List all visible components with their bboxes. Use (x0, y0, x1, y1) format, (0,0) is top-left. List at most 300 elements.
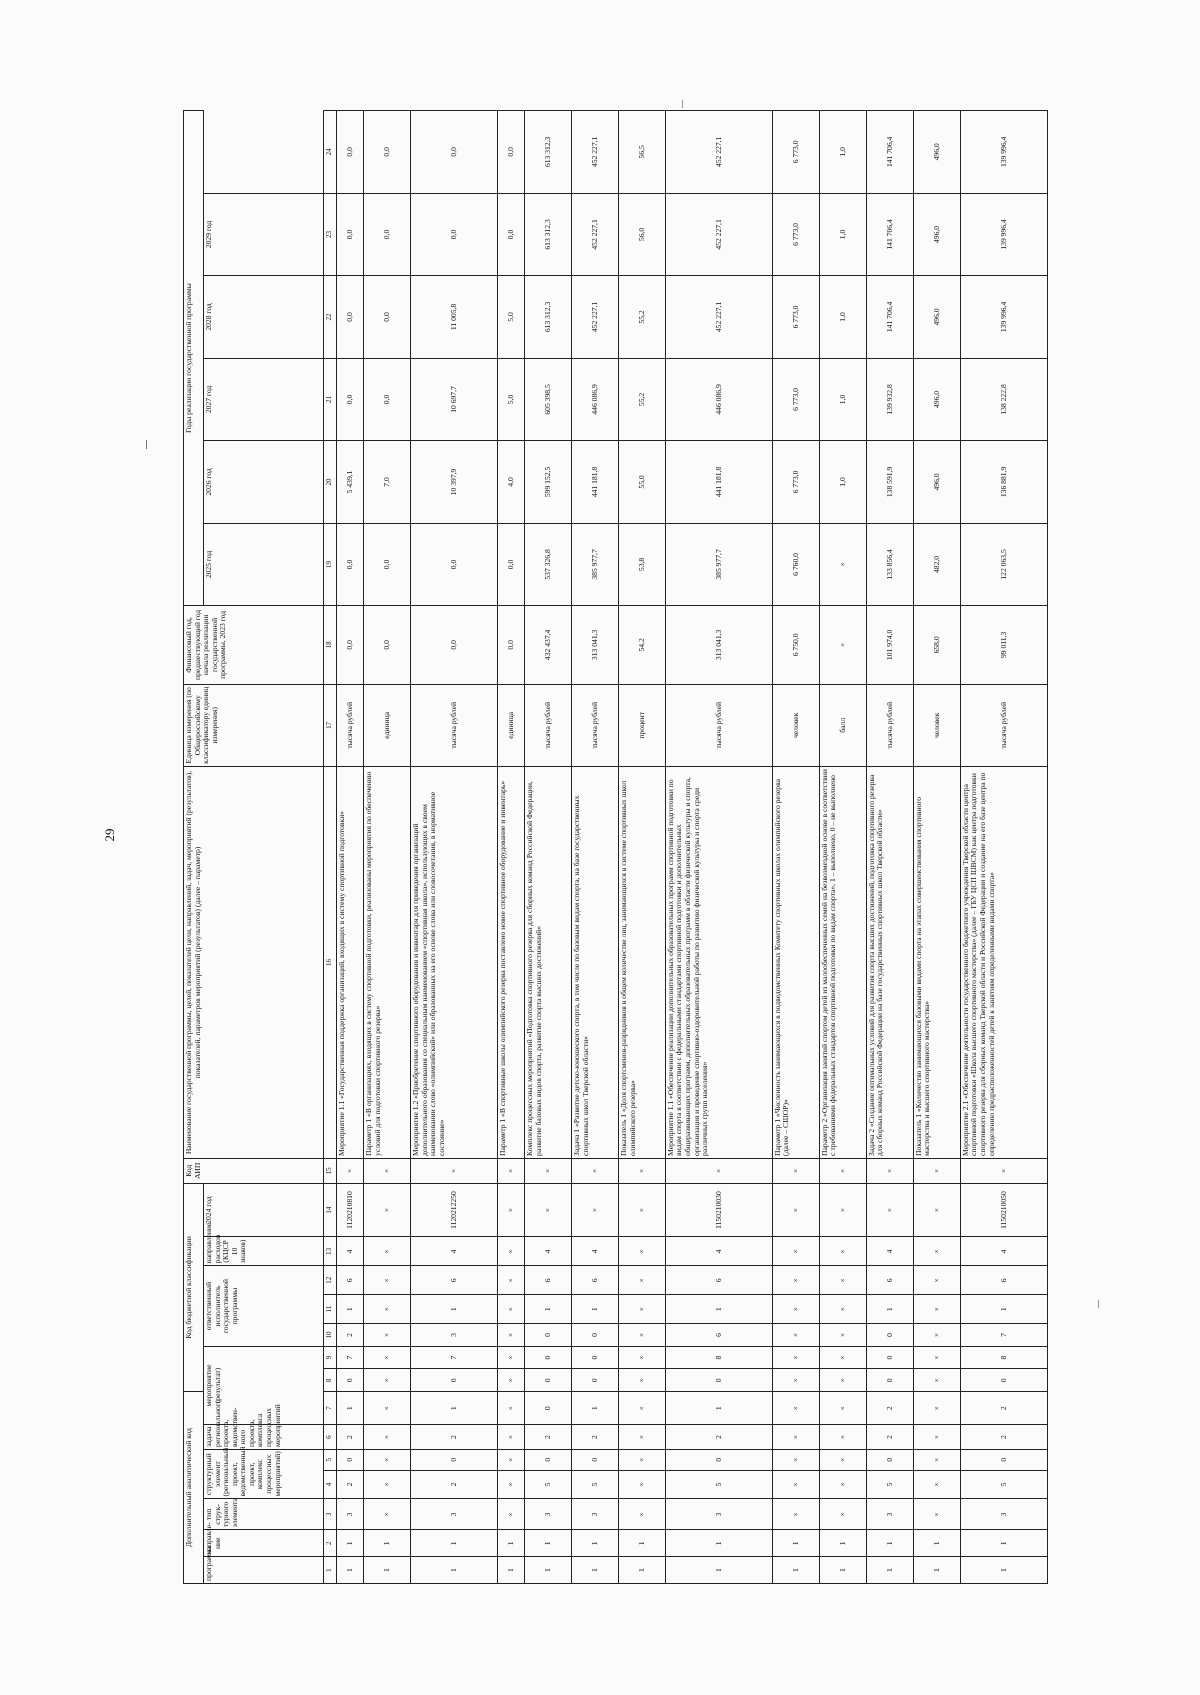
table-cell: 4 (665, 1237, 772, 1266)
row-description: Мероприятие 1.1 «Государственная поддержка организаций, входящих в систему спортивной подготовки» (337, 767, 364, 1159)
table-cell: × (913, 1425, 960, 1450)
table-cell: 5 (960, 1470, 1047, 1499)
header-programma: программа (204, 1557, 324, 1584)
table-cell: × (571, 1183, 618, 1237)
table-cell: 452 227,1 (571, 193, 618, 276)
table-cell: 2 (410, 1470, 497, 1499)
table-cell: 5 439,1 (337, 441, 364, 524)
table-cell: 605 398,5 (524, 358, 571, 441)
table-cell: × (363, 1183, 410, 1237)
program-table (183, 110, 1048, 1584)
table-cell: × (363, 1266, 410, 1295)
column-number: 2 (324, 1530, 337, 1557)
table-cell: × (497, 1346, 524, 1369)
table-cell: × (497, 1369, 524, 1392)
table-cell: 3 (337, 1499, 364, 1530)
table-cell: × (772, 1266, 819, 1295)
column-number: 24 (324, 111, 337, 194)
table-cell: 139 996,4 (960, 276, 1047, 359)
table-cell: 4 (410, 1237, 497, 1266)
table-cell: 1 (524, 1295, 571, 1324)
table-cell: 6 (410, 1266, 497, 1295)
table-cell: 54,2 (618, 606, 665, 684)
table-cell: 432 437,4 (524, 606, 571, 684)
table-cell: 1 (571, 1392, 618, 1425)
table-cell: 138 222,8 (960, 358, 1047, 441)
table-cell: 11 005,8 (410, 276, 497, 359)
table-cell: 313 041,3 (665, 606, 772, 684)
header-naimenovanie: Наименование государственной программы, целей, показателей цели, направлений, задач, мероприятий (результатов), показателей, параметров мероприятий (результатов) (далее – параметр) (184, 767, 324, 1159)
table-cell: 452 227,1 (665, 276, 772, 359)
table-cell: 7 (960, 1324, 1047, 1347)
table-cell: 6 (866, 1266, 913, 1295)
table-cell: 0,0 (497, 606, 524, 684)
table-cell: 139 996,4 (960, 111, 1047, 194)
table-cell: × (410, 1158, 497, 1183)
table-cell: × (819, 1237, 866, 1266)
table-cell: × (819, 1392, 866, 1425)
table-cell: × (363, 1499, 410, 1530)
table-cell: 7,0 (363, 441, 410, 524)
table-cell: 56,0 (618, 193, 665, 276)
table-cell: × (618, 1346, 665, 1369)
table-cell: тысяча рублей (960, 684, 1047, 767)
table-cell: 1 (337, 1530, 364, 1557)
table-cell: 6 760,0 (772, 523, 819, 606)
table-cell: 6 773,0 (772, 441, 819, 524)
table-cell: 385 977,7 (571, 523, 618, 606)
table-cell: × (913, 1295, 960, 1324)
row-description: Параметр 1 «Численность занимающихся в подведомственных Комитету спортивных школах олимпийского резерва (далее – СШОР)» (772, 767, 819, 1159)
table-cell: 3 (866, 1499, 913, 1530)
table-cell: тысяча рублей (665, 684, 772, 767)
table-cell: 6 750,0 (772, 606, 819, 684)
table-cell: 452 227,1 (571, 276, 618, 359)
table-cell: × (363, 1346, 410, 1369)
table-cell: 496,0 (913, 193, 960, 276)
row-description: Мероприятие 1.2 «Приобретение спортивного оборудования и инвентаря для приведения организаций дополнительного образования со специальным наименованием «спортивная школа», использующих в своем наименовании слово «олимпийский» или образованных на его основе слова или словосочетания, в нормативное состояние» (410, 767, 497, 1159)
table-cell: 0 (337, 1449, 364, 1470)
table-cell: × (819, 1266, 866, 1295)
table-cell: × (618, 1392, 665, 1425)
table-cell: 2 (410, 1425, 497, 1450)
row-description: Задача 1 «Развитие детско-юношеского спорта, в том числе по базовым видам спорта, на базе государственных спортивных школ Тверской области» (571, 767, 618, 1159)
column-number: 13 (324, 1237, 337, 1266)
table-cell: 1 (665, 1392, 772, 1425)
column-number: 22 (324, 276, 337, 359)
header-struct-element: структурный элемент (региональный проект, ведомственный проект, комплекс процессных мероприятий) (204, 1449, 324, 1499)
table-cell: 0 (866, 1324, 913, 1347)
table-cell: × (913, 1499, 960, 1530)
table-cell: 1 (524, 1530, 571, 1557)
table-cell: 0,0 (363, 276, 410, 359)
table-cell: 3 (665, 1499, 772, 1530)
column-number: 18 (324, 606, 337, 684)
table-cell: × (618, 1425, 665, 1450)
table-cell: × (819, 1183, 866, 1237)
table-cell: × (772, 1295, 819, 1324)
table-cell: 1150210050 (960, 1183, 1047, 1237)
table-cell: 0 (337, 1369, 364, 1392)
table-cell: 1 (866, 1557, 913, 1584)
table-cell: 101 974,0 (866, 606, 913, 684)
table-cell: 441 181,8 (665, 441, 772, 524)
table-cell: 441 181,8 (571, 441, 618, 524)
table-row (772, 111, 819, 1584)
table-cell: 0,0 (497, 193, 524, 276)
table-cell: 10 697,7 (410, 358, 497, 441)
table-cell: × (363, 1470, 410, 1499)
column-number: 17 (324, 684, 337, 767)
table-cell: × (497, 1499, 524, 1530)
table-cell: 1 (497, 1557, 524, 1584)
table-cell: 1 (866, 1530, 913, 1557)
scan-mark (146, 440, 147, 449)
row-description: Комплекс процессных мероприятий «Подготовка спортивного резерва для сборных команд Российской Федерации, развитие базовых видов спорта, развитие спорта высших достижений» (524, 767, 571, 1159)
table-cell: единица (363, 684, 410, 767)
header-dop-kod: Дополнительный аналитический код (184, 1392, 204, 1584)
table-cell: 0 (410, 1449, 497, 1470)
table-cell: × (665, 1158, 772, 1183)
table-cell: 2 (337, 1324, 364, 1347)
table-cell: 3 (524, 1499, 571, 1530)
table-cell: 0,0 (410, 606, 497, 684)
table-cell: 122 063,5 (960, 523, 1047, 606)
table-cell: 1 (819, 1557, 866, 1584)
table-cell: × (618, 1324, 665, 1347)
table-cell: 0,0 (337, 358, 364, 441)
table-cell: тысяча рублей (524, 684, 571, 767)
table-cell: × (913, 1158, 960, 1183)
table-cell: 1 (960, 1530, 1047, 1557)
table-cell: 3 (410, 1324, 497, 1347)
table-cell: 452 227,1 (571, 111, 618, 194)
table-cell: 0,0 (337, 193, 364, 276)
table-cell: 1 (337, 1295, 364, 1324)
table-cell: 0 (524, 1449, 571, 1470)
scan-mark (1098, 1300, 1099, 1308)
table-cell: 446 086,9 (571, 358, 618, 441)
table-cell: 6 773,0 (772, 276, 819, 359)
table-cell: × (497, 1183, 524, 1237)
table-cell: 1,0 (819, 276, 866, 359)
table-cell: 2 (337, 1425, 364, 1450)
table-cell: 0 (866, 1449, 913, 1470)
row-description: Показатель 1 «Доля спортсменов-разрядников в общем количестве лиц, занимающихся в системе спортивных школ олимпийского резерва» (618, 767, 665, 1159)
table-cell: × (497, 1237, 524, 1266)
table-cell: 0 (665, 1449, 772, 1470)
table-cell: × (819, 1449, 866, 1470)
table-cell: 599 152,5 (524, 441, 571, 524)
table-cell: 1 (665, 1530, 772, 1557)
column-number: 12 (324, 1266, 337, 1295)
table-cell: 452 227,1 (665, 193, 772, 276)
column-number: 11 (324, 1295, 337, 1324)
table-cell: 6 (524, 1266, 571, 1295)
table-cell: 4 (571, 1237, 618, 1266)
column-number: 6 (324, 1425, 337, 1450)
table-cell: 446 086,9 (665, 358, 772, 441)
table-row (524, 111, 571, 1584)
column-number: 8 (324, 1369, 337, 1392)
table-cell: 141 706,4 (866, 193, 913, 276)
table-cell: 613 312,3 (524, 111, 571, 194)
table-cell: 7 (410, 1346, 497, 1369)
table-cell: × (571, 1158, 618, 1183)
table-cell: × (819, 1425, 866, 1450)
table-cell: 55,0 (618, 441, 665, 524)
table-cell: 6 (665, 1324, 772, 1347)
table-cell: 1 (665, 1295, 772, 1324)
table-cell: 141 706,4 (866, 111, 913, 194)
table-cell: 0,0 (337, 111, 364, 194)
table-cell: × (913, 1392, 960, 1425)
table-cell: × (913, 1266, 960, 1295)
table-cell: 0,0 (363, 523, 410, 606)
table-cell: тысяча рублей (571, 684, 618, 767)
table-cell: тысяча рублей (410, 684, 497, 767)
program-table-rotated (183, 110, 1048, 1584)
table-cell: 3 (960, 1499, 1047, 1530)
table-cell: × (866, 1183, 913, 1237)
page-number: 29 (102, 828, 117, 842)
table-cell: 1 (571, 1530, 618, 1557)
table-cell: × (618, 1158, 665, 1183)
table-cell: 385 977,7 (665, 523, 772, 606)
header-gody: Годы реализации государственной программы (184, 111, 204, 606)
table-cell: 5 (524, 1470, 571, 1499)
table-cell: × (913, 1470, 960, 1499)
header-year-2024: 2024 год (204, 1183, 324, 1237)
table-cell: × (913, 1324, 960, 1347)
table-cell: × (819, 606, 866, 684)
table-cell: × (618, 1295, 665, 1324)
table-cell: × (772, 1324, 819, 1347)
table-cell: 1,0 (819, 358, 866, 441)
table-cell: 0,0 (337, 523, 364, 606)
table-row (363, 111, 410, 1584)
table-cell: человек (772, 684, 819, 767)
table-cell: 3 (571, 1499, 618, 1530)
table-cell: 2 (960, 1392, 1047, 1425)
table-cell: 0 (524, 1324, 571, 1347)
table-cell: 0 (571, 1369, 618, 1392)
table-cell: × (618, 1499, 665, 1530)
table-row (497, 111, 524, 1584)
column-number: 21 (324, 358, 337, 441)
table-cell: 0,0 (363, 111, 410, 194)
table-cell: 6 (337, 1266, 364, 1295)
table-cell: 2 (866, 1392, 913, 1425)
table-cell: × (913, 1369, 960, 1392)
table-cell: 1 (410, 1392, 497, 1425)
table-cell: × (772, 1449, 819, 1470)
table-cell: 6 (960, 1266, 1047, 1295)
table-cell: 0 (866, 1346, 913, 1369)
column-number: 16 (324, 767, 337, 1159)
table-cell: × (618, 1470, 665, 1499)
table-cell: 0 (524, 1346, 571, 1369)
table-row (960, 111, 1047, 1584)
table-cell: × (524, 1183, 571, 1237)
table-cell: 0 (866, 1369, 913, 1392)
table-cell: 496,0 (913, 276, 960, 359)
table-cell: 0 (960, 1449, 1047, 1470)
table-cell: 1 (363, 1557, 410, 1584)
table-row (337, 111, 364, 1584)
table-cell: × (772, 1158, 819, 1183)
table-cell: 0,0 (337, 606, 364, 684)
row-description: Задача 2 «Создание оптимальных условий для развития спорта высших достижений, подготовка спортивного резерва для сборных команд Российской Федерации на базе государственных спортивных школ Тверской области» (866, 767, 913, 1159)
table-cell: 6 773,0 (772, 358, 819, 441)
header-year-2025: 2025 год (204, 523, 324, 606)
table-cell: 0 (410, 1369, 497, 1392)
table-cell: 2 (571, 1425, 618, 1450)
table-cell: 5,0 (497, 358, 524, 441)
table-cell: × (363, 1392, 410, 1425)
table-cell: 5,0 (497, 276, 524, 359)
table-cell: × (618, 1369, 665, 1392)
table-cell: × (819, 1324, 866, 1347)
table-cell: 313 041,3 (571, 606, 618, 684)
table-cell: 0 (524, 1392, 571, 1425)
table-cell: 6 773,0 (772, 111, 819, 194)
table-cell: 1,0 (819, 111, 866, 194)
column-number: 23 (324, 193, 337, 276)
table-cell: × (866, 1158, 913, 1183)
table-cell: × (772, 1369, 819, 1392)
table-cell: × (819, 1158, 866, 1183)
table-cell: 1 (772, 1530, 819, 1557)
table-cell: 133 856,4 (866, 523, 913, 606)
row-description: Показатель 1 «Количество занимающихся базовыми видами спорта на этапах совершенствования спортивного мастерства и высшего спортивного мастерства» (913, 767, 960, 1159)
column-number: 15 (324, 1158, 337, 1183)
column-number: 19 (324, 523, 337, 606)
column-number: 10 (324, 1324, 337, 1347)
table-cell: 482,0 (913, 523, 960, 606)
table-cell: человек (913, 684, 960, 767)
table-cell: 5 (571, 1470, 618, 1499)
table-cell: × (363, 1158, 410, 1183)
table-cell: × (618, 1449, 665, 1470)
table-cell: × (772, 1470, 819, 1499)
table-cell: × (497, 1295, 524, 1324)
column-number: 4 (324, 1470, 337, 1499)
table-cell: 0,0 (363, 606, 410, 684)
table-cell: 496,0 (913, 441, 960, 524)
table-cell: 537 326,8 (524, 523, 571, 606)
table-cell: 8 (665, 1346, 772, 1369)
table-cell: 0,0 (337, 276, 364, 359)
table-cell: 3 (410, 1499, 497, 1530)
table-cell: 4,0 (497, 441, 524, 524)
table-cell: 658,0 (913, 606, 960, 684)
table-cell: 56,5 (618, 111, 665, 194)
table-cell: 4 (866, 1237, 913, 1266)
table-cell: 138 591,9 (866, 441, 913, 524)
table-cell: 1 (618, 1530, 665, 1557)
table-row (618, 111, 665, 1584)
table-cell: 1 (571, 1557, 618, 1584)
table-cell: × (363, 1449, 410, 1470)
table-cell: 55,2 (618, 358, 665, 441)
table-cell: × (772, 1183, 819, 1237)
table-cell: 0,0 (363, 193, 410, 276)
column-number: 20 (324, 441, 337, 524)
table-cell: 139 932,8 (866, 358, 913, 441)
table-cell: 496,0 (913, 111, 960, 194)
table-cell: 1 (665, 1557, 772, 1584)
table-cell: процент (618, 684, 665, 767)
table-cell: 2 (524, 1425, 571, 1450)
header-tip-elementa: тип струк-турного элемента (204, 1499, 324, 1530)
header-year-2027: 2027 год (204, 358, 324, 441)
table-row (819, 111, 866, 1584)
table-cell: × (618, 1266, 665, 1295)
table-cell: 53,8 (618, 523, 665, 606)
table-cell: × (819, 1499, 866, 1530)
table-cell: 0,0 (497, 523, 524, 606)
header-fin-god: Финансовый год, предшествующий год начала реализации государственной программы, 2023 год (184, 606, 324, 684)
table-cell: 141 706,4 (866, 276, 913, 359)
table-cell: 0,0 (497, 111, 524, 194)
header-otv-ispolnitel: ответственный исполнитель государственной программы (204, 1266, 324, 1346)
table-cell: тысяча рублей (337, 684, 364, 767)
table-cell: × (772, 1425, 819, 1450)
table-cell: 6 (571, 1266, 618, 1295)
table-cell: × (772, 1499, 819, 1530)
table-cell: × (524, 1158, 571, 1183)
table-cell: 1 (497, 1530, 524, 1557)
table-cell: 1 (524, 1557, 571, 1584)
table-row (913, 111, 960, 1584)
table-cell: 55,2 (618, 276, 665, 359)
table-cell: 1 (819, 1530, 866, 1557)
table-cell: 8 (960, 1346, 1047, 1369)
header-zadacha: задача регионального проекта, ведомствен-ного проекта, комплекса процессных мероприятий (204, 1425, 324, 1450)
table-row (665, 111, 772, 1584)
table-cell: 4 (337, 1237, 364, 1266)
table-cell: 1 (337, 1557, 364, 1584)
table-cell: × (337, 1158, 364, 1183)
table-cell: 1 (772, 1557, 819, 1584)
header-napravlenie: направле-ние (204, 1530, 324, 1557)
table-cell: 613 312,3 (524, 276, 571, 359)
table-cell: × (497, 1425, 524, 1450)
column-number: 3 (324, 1499, 337, 1530)
table-cell: 1 (571, 1295, 618, 1324)
table-cell: 7 (337, 1346, 364, 1369)
table-cell: × (497, 1158, 524, 1183)
table-cell: 1 (618, 1557, 665, 1584)
table-cell: 452 227,1 (665, 111, 772, 194)
table-cell: 2 (337, 1470, 364, 1499)
table-cell: 5 (866, 1470, 913, 1499)
table-cell: × (497, 1449, 524, 1470)
header-year-2026: 2026 год (204, 441, 324, 524)
table-cell: 6 (665, 1266, 772, 1295)
row-description: Параметр 2 «Организация занятий спортом детей из малообеспеченных семей на безвозмездной основе в соответствии с требованиями федеральных стандартов спортивной подготовки по видам спорта», 1 – выполнено, 0 – не выполнено (819, 767, 866, 1159)
table-cell: 1,0 (819, 193, 866, 276)
table-cell: × (960, 1158, 1047, 1183)
column-number: 9 (324, 1346, 337, 1369)
header-year-2028: 2028 год (204, 276, 324, 359)
table-cell: 1 (410, 1557, 497, 1584)
table-cell: 0,0 (410, 111, 497, 194)
row-description: Мероприятие 1.1 «Обеспечение реализации дополнительных образовательных программ спортивной подготовки по видам спорта в соответствии с федеральными стандартами спортивной подготовки и дополнительных общеразвивающих программ, дополнительных образовательных программ в области физической культуры и спорта, организация и проведение спортивно-оздоровительной работы по развитию физической культуры и спорта среди различных групп населения» (665, 767, 772, 1159)
header-napravlenie-rashodov: направление расходов (КЦСР 10 знаков) (204, 1237, 324, 1266)
table-cell: 4 (960, 1237, 1047, 1266)
